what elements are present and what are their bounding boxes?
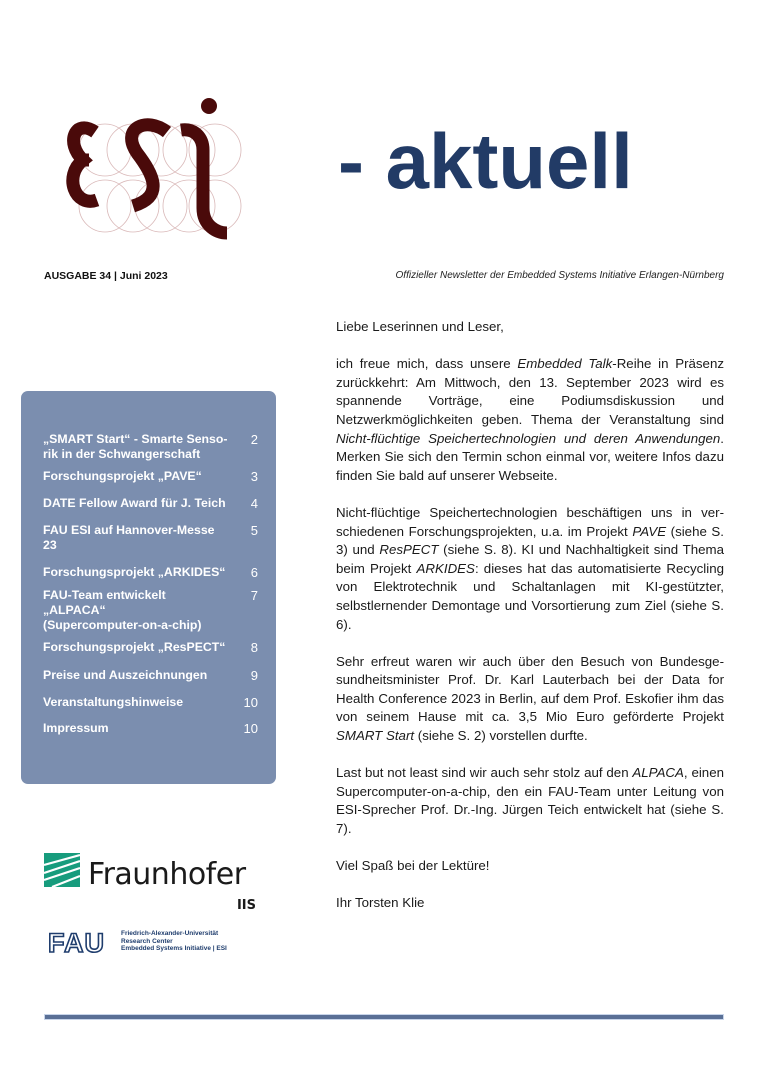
paragraph-1: ich freue mich, dass unsere Embedded Talk-Reihe in Präsenz zurückkehrt: Am Mittwoch, den 13. September 2023 wird es spannende Vorträge, eine Podiumsdiskussion und Netzwerkmöglichkeiten geben. Thema der Veranstaltung sind Nicht-flüchtige Speichertechnologien und deren Anwendungen. Merken Sie sich den Termin schon einmal vor, weitere Infos dazu finden Sie bald auf unserer Webseite. — [336, 356, 724, 483]
toc-item-label: Impressum — [43, 721, 109, 735]
toc-item-label: rik in der Schwangerschaft — [43, 447, 201, 461]
fraunhofer-name: Fraunhofer — [88, 857, 246, 892]
issue-label: AUSGABE 34 | Juni 2023 — [44, 270, 168, 282]
table-of-contents — [21, 391, 276, 784]
toc-item-label: „SMART Start“ - Smarte Senso- — [43, 432, 228, 446]
toc-item[interactable] — [43, 523, 258, 553]
toc-item-label: Preise und Auszeichnungen — [43, 668, 208, 682]
toc-item-label: Forschungsprojekt „PAVE“ — [43, 469, 202, 483]
toc-item-page: 7 — [250, 588, 258, 603]
toc-item[interactable] — [43, 469, 258, 484]
fraunhofer-logo — [44, 853, 264, 913]
closing: Viel Spaß bei der Lektüre! — [336, 858, 490, 874]
editorial-letter — [336, 318, 724, 932]
paragraph-4: Last but not least sind wir auch sehr stolz auf den ALPACA, einen Supercomputer-on-a-chip, den ein FAU-Team unter Leitung von ESI-Sprecher Prof. Dr.-Ing. Jürgen Teich entwickelt hat (siehe S. 7). — [336, 765, 724, 837]
toc-item-page: 2 — [250, 432, 258, 447]
toc-item-page: 9 — [250, 668, 258, 683]
footer-rule — [44, 1014, 724, 1020]
toc-item-page: 5 — [250, 523, 258, 538]
fau-mark: FAU — [48, 928, 105, 958]
fau-line-3: Embedded Systems Initiative | ESI — [121, 945, 227, 952]
signature: Ihr Torsten Klie — [336, 895, 425, 911]
fraunhofer-institute: IIS — [236, 898, 256, 913]
toc-item-label: Forschungsprojekt „ARKIDES“ — [43, 565, 226, 579]
tagline: Offizieller Newsletter der Embedded Systems Initiative Erlangen-Nürnberg — [395, 270, 724, 281]
toc-item-label: (Supercomputer-on-a-chip) — [43, 618, 202, 632]
paragraph-3: Sehr erfreut waren wir auch über den Besuch von Bundesgesundheitsminister Prof. Dr. Karl Lauterbach bei der Data for Health Conference 2023 in Berlin, auf dem Prof. Eskofier ihm das von seinem Hause mit ca. 3,5 Mio Euro geförderte Projekt SMART Start (siehe S. 2) vorstellen durfte. — [336, 653, 724, 744]
fau-line-2: Research Center — [121, 937, 173, 945]
toc-item-label: Forschungsprojekt „ResPECT“ — [43, 640, 226, 654]
toc-item-label: FAU-Team entwickelt „ALPACA“ — [43, 588, 166, 617]
esi-logo — [55, 88, 255, 248]
toc-item[interactable] — [43, 565, 258, 580]
fau-line-1: Friedrich-Alexander-Universität — [121, 930, 219, 937]
toc-item[interactable] — [43, 695, 258, 710]
toc-item-label: DATE Fellow Award für J. Teich — [43, 496, 226, 510]
toc-item[interactable] — [43, 721, 258, 736]
toc-item-page: 10 — [243, 695, 258, 710]
toc-item[interactable] — [43, 640, 258, 655]
fraunhofer-mark-icon — [44, 853, 80, 887]
toc-item[interactable] — [43, 588, 258, 633]
fau-logo — [48, 928, 248, 958]
toc-item[interactable] — [43, 432, 258, 462]
toc-item-label: FAU ESI auf Hannover-Messe 23 — [43, 523, 215, 552]
toc-item-label: Veranstaltungshinweise — [43, 695, 184, 709]
toc-item-page: 3 — [250, 469, 258, 484]
toc-item-page: 6 — [250, 565, 258, 580]
toc-item[interactable] — [43, 668, 258, 683]
paragraph-2: Nicht-flüchtige Speichertechnologien beschäftigen uns in verschiedenen Forschungsprojekten, u.a. im Projekt PAVE (siehe S. 3) und ResPECT (siehe S. 8). KI und Nachhaltigkeit sind Thema beim Projekt ARKIDES: dieses hat das automatisierte Recycling von Elektrotechnik und Schaltanlagen mit KI-gestützter, selbstlernender Demontage und Vorsortierung zum Ziel (siehe S. 6). — [336, 504, 724, 632]
greeting: Liebe Leserinnen und Leser, — [336, 319, 504, 334]
toc-item[interactable] — [43, 496, 258, 511]
toc-item-page: 8 — [250, 640, 258, 655]
toc-item-page: 4 — [250, 496, 258, 511]
newsletter-title: - aktuell — [338, 117, 633, 205]
toc-item-page: 10 — [243, 721, 258, 736]
